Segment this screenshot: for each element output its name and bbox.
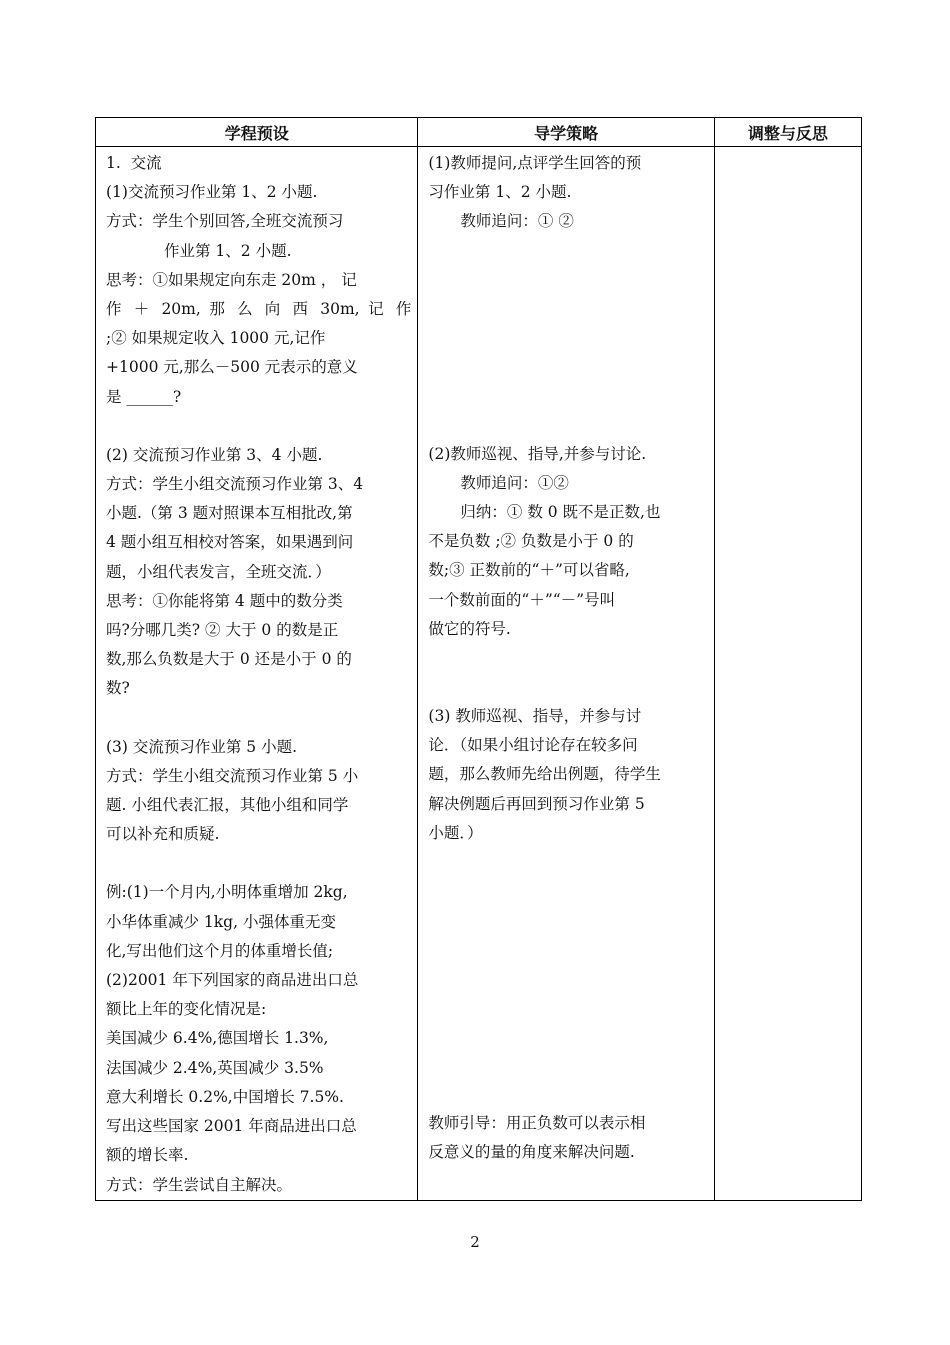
blank-line <box>428 848 707 877</box>
text-line: 额比上年的变化情况是: <box>106 1000 267 1019</box>
text-line: 一个数前面的“＋”“－”号叫 <box>428 590 616 609</box>
text-line: 小题．） <box>428 823 483 842</box>
text-line: (1)交流预习作业第 1、2 小题. <box>106 183 318 202</box>
text-line: 题，小组代表发言，全班交流．） <box>106 562 331 581</box>
text-line: (1)教师提问,点评学生回答的预 <box>428 154 642 172</box>
text-line: (3) 教师巡视、指导，并参与讨 <box>428 707 642 726</box>
header-guidance-strategy: 导学策略 <box>418 118 714 147</box>
blank-line <box>428 324 707 353</box>
table-row <box>96 147 862 1201</box>
text-line: 题，那么教师先给出例题，待学生 <box>428 765 661 784</box>
blank-line <box>428 993 707 1022</box>
blank-line <box>428 644 707 673</box>
text-line: 美国减少 6.4%,德国增长 1.3%, <box>106 1029 329 1048</box>
text-line: 数;③ 正数前的“＋”可以省略, <box>428 561 630 580</box>
text-line: 方式：学生尝试自主解决。 <box>106 1175 293 1194</box>
text-line: 教师引导：用正负数可以表示相 <box>428 1114 646 1133</box>
blank-line <box>428 964 707 993</box>
blank-line <box>428 1022 707 1051</box>
text-line: 方式：学生小组交流预习作业第 5 小 <box>106 766 359 785</box>
blank-line <box>106 704 411 733</box>
text-line: (3) 交流预习作业第 5 小题. <box>106 737 298 756</box>
blank-line <box>428 382 707 411</box>
text-line: 做它的符号. <box>428 619 511 638</box>
text-line: 意大利增长 0.2%,中国增长 7.5%. <box>106 1087 344 1106</box>
blank-line <box>428 1080 707 1109</box>
text-line: 作 ＋ 20m, 那 么 向 西 30m, 记 作 <box>106 300 412 319</box>
text-line: 不是负数 ;② 负数是小于 0 的 <box>428 532 634 551</box>
text-line: (2)教师巡视、指导,并参与讨论. <box>428 444 647 463</box>
blank-line <box>428 877 707 906</box>
blank-line <box>106 849 411 878</box>
text-line: 论．（如果小组讨论存在较多问 <box>428 736 638 755</box>
text-line: 化,写出他们这个月的体重增长值; <box>106 941 334 960</box>
text-line: ;② 如果规定收入 1000 元,记作 <box>106 329 326 348</box>
table-header-row <box>96 118 862 147</box>
text-line: 习作业第 1、2 小题. <box>428 183 572 202</box>
blank-line <box>428 353 707 382</box>
blank-line <box>428 237 707 266</box>
lesson-plan-table <box>95 117 862 1201</box>
blank-line <box>428 266 707 295</box>
text-line: 数,那么负数是大于 0 还是小于 0 的 <box>106 650 352 669</box>
text-line: 数? <box>106 679 130 698</box>
text-line: 小华体重减少 1kg, 小强体重无变 <box>106 912 336 931</box>
blank-line <box>428 935 707 964</box>
text-line: 写出这些国家 2001 年商品进出口总 <box>106 1117 357 1136</box>
blank-line <box>428 906 707 935</box>
text-line: 解决例题后再回到预习作业第 5 <box>428 794 645 813</box>
text-line: 教师追问：①② <box>460 473 569 492</box>
text-line: 是 ______? <box>106 387 182 406</box>
cell-adjust-reflect <box>714 147 861 1201</box>
cell-guidance-strategy <box>418 147 714 1201</box>
text-line: 4 题小组互相校对答案，如果遇到问 <box>106 533 354 552</box>
text-line: 教师追问：① ② <box>460 212 574 231</box>
text-line: 题. 小组代表汇报，其他小组和同学 <box>106 796 349 815</box>
text-line: 作业第 1、2 小题. <box>164 241 292 260</box>
text-line: 法国减少 2.4%,英国减少 3.5% <box>106 1058 324 1077</box>
page-number: 2 <box>470 1233 480 1251</box>
text-line: 可以补充和质疑. <box>106 825 220 844</box>
text-line: 思考：①如果规定向东走 20m ， 记 <box>106 270 357 289</box>
text-line: +1000 元,那么－500 元表示的意义 <box>106 358 358 377</box>
text-line: 吗?分哪几类? ② 大于 0 的数是正 <box>106 621 339 640</box>
cell-study-preset <box>96 147 418 1201</box>
text-line: 额的增长率. <box>106 1146 189 1165</box>
text-line: 1. 交流 <box>106 154 162 172</box>
blank-line <box>428 411 707 440</box>
blank-line <box>428 1051 707 1080</box>
text-line: 例:(1)一个月内,小明体重增加 2kg, <box>106 883 348 902</box>
text-line: (2)2001 年下列国家的商品进出口总 <box>106 971 359 990</box>
header-study-preset: 学程预设 <box>96 118 418 147</box>
text-line: 方式：学生个别回答,全班交流预习 <box>106 212 344 231</box>
text-line: 方式：学生小组交流预习作业第 3、4 <box>106 475 364 494</box>
text-line: 小题.（第 3 题对照课本互相批改,第 <box>106 504 353 523</box>
blank-line <box>106 412 411 441</box>
blank-line <box>428 295 707 324</box>
text-line: 归纳：① 数 0 既不是正数,也 <box>460 503 661 522</box>
header-adjust-reflect: 调整与反思 <box>714 118 861 147</box>
text-line: 思考：①你能将第 4 题中的数分类 <box>106 591 343 610</box>
text-line: 反意义的量的角度来解决问题. <box>428 1143 635 1162</box>
blank-line <box>428 673 707 702</box>
text-line: (2) 交流预习作业第 3、4 小题. <box>106 445 323 464</box>
